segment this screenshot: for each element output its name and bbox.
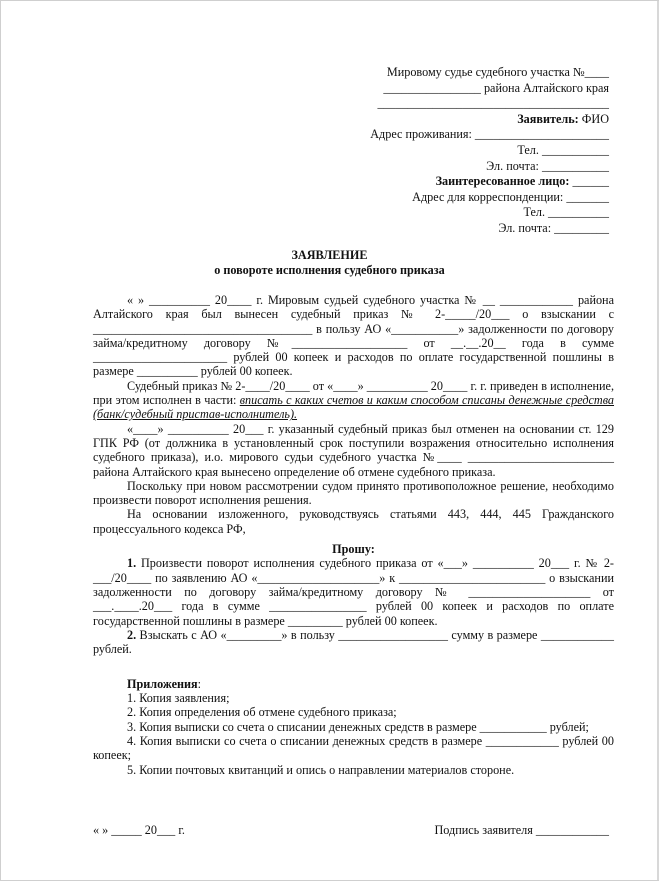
request-item-1-number: 1. xyxy=(127,556,137,571)
addressee-block xyxy=(309,65,609,237)
interested-address: Адрес для корреспонденции: _______ xyxy=(412,189,609,204)
paragraph-5: На основании изложенного, руководствуясь статьями 443, 444, 445 Гражданского процессуального кодекса РФ, xyxy=(93,507,614,536)
applicant-phone: Тел. ___________ xyxy=(517,142,609,157)
attachment-item: 5. Копии почтовых квитанций и опись о направлении материалов стороне. xyxy=(127,762,515,777)
attachments-heading: Приложения xyxy=(127,676,198,691)
interested-label: Заинтересованное лицо: xyxy=(435,174,570,189)
paragraph-3: «____» __________ 20___ г. указанный судебный приказ был отменен на основании ст. 129 ГПК РФ (от должника в установленный срок поступили возражения относительно исполнения судебного приказа), и.о. мирового судьи судебного участка №____ ________________________ района Алтайского края вынесено определение об отмене судебного приказа. xyxy=(93,421,614,479)
request-item-1 xyxy=(93,556,614,627)
interested-email: Эл. почта: _________ xyxy=(498,220,609,235)
attachment-item: 2. Копия определения об отмене судебного приказа; xyxy=(127,705,397,720)
applicant-label: Заявитель: xyxy=(517,111,579,126)
applicant-line xyxy=(309,112,609,128)
addressee-line: ______________________________________ xyxy=(377,96,609,111)
interested-value: ______ xyxy=(569,174,609,189)
request-item-2-number: 2. xyxy=(127,627,137,642)
paragraph-2-instruction: вписать с каких счетов и каким способом списаны денежные средства (банк/судебный пристав-исполнитель). xyxy=(93,393,615,422)
document-body xyxy=(93,293,614,777)
attachment-item: 3. Копия выписки со счета о списании денежных средств в размере ___________ рублей; xyxy=(127,719,589,734)
attachment-item: 4. Копия выписки со счета о списании денежных средств в размере ____________ рублей 00 копеек; xyxy=(93,733,614,763)
interested-phone: Тел. __________ xyxy=(523,205,609,220)
paragraph-1: « » __________ 20____ г. Мировым судьей судебного участка № __ ____________ района Алтайского края был вынесен судебный приказ № 2-_____/20___ о взыскании с ____________________________________ в пользу АО «___________» задолженности по договору займа/кредитному договору №___________________ от __.__.20__ года в сумме ______________________ рублей 00 копеек и расходов по оплате государственной пошлины в размере __________ рублей 00 копеек. xyxy=(93,293,614,379)
attachment-item: 1. Копия заявления; xyxy=(127,691,230,706)
interested-line xyxy=(309,174,609,190)
request-item-1-text: Произвести поворот исполнения судебного приказа от «___» __________ 20___ г. № 2-___/20____ по заявлению АО «____________________» к ________________________ о взыскании задолженности по договору займа/кредитному договору № ____________________ от ___.____.20___ года в сумме ________________ рублей 00 копеек и расходов по оплате государственной пошлины в размере _________ рублей 00 копеек. xyxy=(93,556,614,628)
footer-signature: Подпись заявителя ____________ xyxy=(434,823,609,837)
request-item-2 xyxy=(93,628,614,657)
title-line-2: о повороте исполнения судебного приказа xyxy=(214,262,445,277)
paragraph-4: Поскольку при новом рассмотрении судом принято противоположное решение, необходимо произвести поворот исполнения решения. xyxy=(93,478,614,508)
attachments-colon: : xyxy=(197,676,202,691)
title-line-1: ЗАЯВЛЕНИЕ xyxy=(291,248,368,262)
attachments-heading-line xyxy=(93,677,614,691)
applicant-address: Адрес проживания: ______________________ xyxy=(370,127,609,142)
footer-date: « » _____ 20___ г. xyxy=(93,823,185,837)
addressee-line: Мировому судье судебного участка №____ xyxy=(386,65,609,79)
document-title xyxy=(1,248,658,277)
request-item-2-text: Взыскать с АО «_________» в пользу __________________ сумму в размере ____________ рублей. xyxy=(93,627,614,657)
applicant-email: Эл. почта: ___________ xyxy=(486,158,609,173)
paragraph-2 xyxy=(93,379,614,422)
request-heading: Прошу: xyxy=(332,542,375,557)
paragraph-2-text: Судебный приказ № 2-____/20____ от «____» __________ 20____ г. г. приведен в исполнение, при этом исполнен в части: xyxy=(93,378,614,408)
applicant-value: ФИО xyxy=(578,111,609,126)
addressee-line: ________________ района Алтайского края xyxy=(383,80,609,95)
